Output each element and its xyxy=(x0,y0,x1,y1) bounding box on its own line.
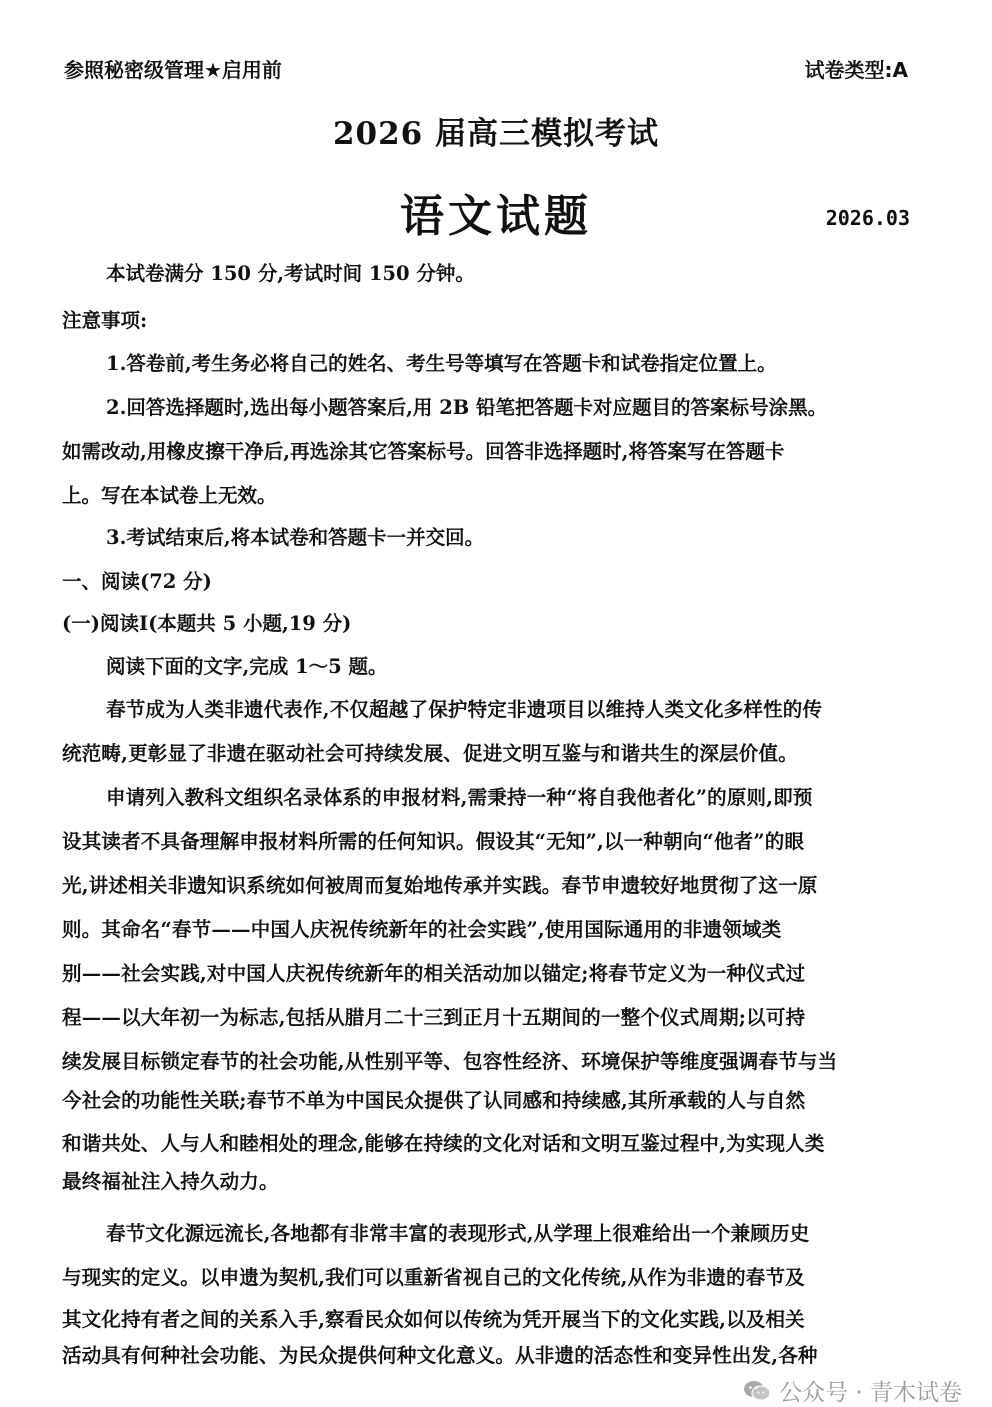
note-item-1: 1.答卷前,考生务必将自己的姓名、考生号等填写在答题卡和试卷指定位置上。 xyxy=(106,352,777,375)
passage-line: 设其读者不具备理解申报材料所需的任何知识。假设其“无知”,以一种朝向“他者”的眼 xyxy=(62,830,805,853)
passage-line: 别——社会实践,对中国人庆祝传统新年的相关活动加以锚定;将春节定义为一种仪式过 xyxy=(62,962,806,985)
passage-line: 与现实的定义。以申遗为契机,我们可以重新省视自己的文化传统,从作为非遗的春节及 xyxy=(62,1266,805,1289)
note-item-2-line-1: 2.回答选择题时,选出每小题答案后,用 2B 铅笔把答题卡对应题目的答案标号涂黑。 xyxy=(106,396,828,419)
section-heading: 一、阅读(72 分) xyxy=(62,570,212,593)
passage-line: 则。其命名“春节——中国人庆祝传统新年的社会实践”,使用国际通用的非遗领域类 xyxy=(62,918,782,941)
note-item-2-line-3: 上。写在本试卷上无效。 xyxy=(62,484,277,507)
reading-instruction: 阅读下面的文字,完成 1～5 题。 xyxy=(106,655,388,678)
watermark xyxy=(743,1374,962,1407)
passage-line: 最终福祉注入持久动力。 xyxy=(62,1170,279,1193)
passage-line: 春节成为人类非遗代表作,不仅超越了保护特定非遗项目以维持人类文化多样性的传 xyxy=(106,698,823,721)
passage-line: 统范畴,更彰显了非遗在驱动社会可持续发展、促进文明互鉴与和谐共生的深层价值。 xyxy=(62,742,798,765)
passage-line: 续发展目标锁定春节的社会功能,从性别平等、包容性经济、环境保护等维度强调春节与当 xyxy=(62,1050,838,1073)
notes-heading: 注意事项: xyxy=(62,309,148,332)
passage-line: 程——以大年初一为标志,包括从腊月二十三到正月十五期间的一整个仪式周期;以可持 xyxy=(62,1006,806,1029)
exam-date: 2026.03 xyxy=(825,206,910,230)
wechat-icon xyxy=(743,1379,771,1403)
watermark-text: 公众号 · 青木试卷 xyxy=(779,1380,962,1406)
exam-title: 2026 届高三模拟考试 xyxy=(332,116,660,152)
note-item-3: 3.考试结束后,将本试卷和答题卡一并交回。 xyxy=(106,526,485,549)
paper-type-label: 试卷类型:A xyxy=(804,58,908,82)
passage-line: 今社会的功能性关联;春节不单为中国民众提供了认同感和持续感,其所承载的人与自然 xyxy=(62,1089,806,1112)
subsection-heading: (一)阅读Ⅰ(本题共 5 小题,19 分) xyxy=(62,612,352,635)
passage-line: 其文化持有者之间的关系入手,察看民众如何以传统为凭开展当下的文化实践,以及相关 xyxy=(62,1308,805,1331)
subject-title: 语文试题 xyxy=(400,191,592,242)
passage-line: 春节文化源远流长,各地都有非常丰富的表现形式,从学理上很难给出一个兼顾历史 xyxy=(106,1222,810,1245)
passage-line: 光,讲述相关非遗知识系统如何被周而复始地传承并实践。春节申遗较好地贯彻了这一原 xyxy=(62,874,818,897)
passage-line: 申请列入教科文组织名录体系的申报材料,需秉持一种“将自我他者化”的原则,即预 xyxy=(106,786,813,809)
intro-text: 本试卷满分 150 分,考试时间 150 分钟。 xyxy=(106,262,475,285)
passage-line: 和谐共处、人与人和睦相处的理念,能够在持续的文化对话和文明互鉴过程中,为实现人类 xyxy=(62,1132,825,1155)
passage-line: 活动具有何种社会功能、为民众提供何种文化意义。从非遗的活态性和变异性出发,各种 xyxy=(62,1344,818,1367)
note-item-2-line-2: 如需改动,用橡皮擦干净后,再选涂其它答案标号。回答非选择题时,将答案写在答题卡 xyxy=(62,440,785,463)
confidentiality-label: 参照秘密级管理★启用前 xyxy=(64,58,282,82)
